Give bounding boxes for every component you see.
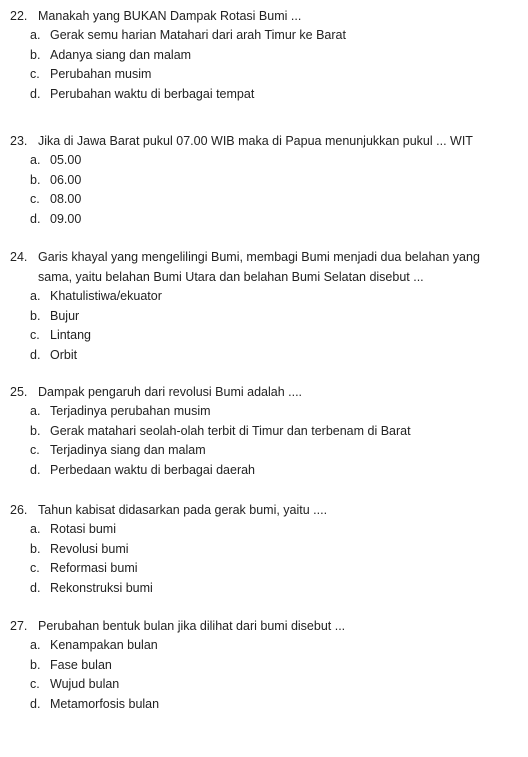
- option-text: Kenampakan bulan: [50, 638, 158, 652]
- question-number: 26.: [10, 503, 28, 517]
- option-list: [10, 636, 510, 714]
- option-letter: a.: [30, 638, 41, 652]
- question-number: 25.: [10, 385, 28, 399]
- question-23: [10, 131, 510, 229]
- option-letter: d.: [30, 462, 41, 477]
- option-letter: b.: [30, 172, 41, 187]
- option-c: [10, 675, 510, 695]
- option-letter: a.: [30, 404, 41, 418]
- option-letter: c.: [30, 443, 40, 457]
- option-list: [10, 151, 510, 229]
- option-letter: b.: [30, 423, 41, 438]
- question-27: [10, 616, 510, 714]
- question-stem: [10, 382, 510, 402]
- option-letter: c.: [30, 67, 40, 81]
- option-list: [10, 520, 510, 598]
- option-c: [10, 65, 510, 85]
- question-text: Perubahan bentuk bulan jika dilihat dari bumi disebut ...: [38, 619, 346, 633]
- option-a: [10, 287, 510, 307]
- option-d: [10, 579, 510, 599]
- option-letter: a.: [30, 289, 41, 303]
- option-letter: b.: [30, 47, 41, 62]
- option-text: Adanya siang dan malam: [50, 47, 192, 62]
- option-d: [10, 695, 510, 715]
- option-text: 05.00: [50, 153, 82, 167]
- option-c: [10, 559, 510, 579]
- option-text: 08.00: [50, 192, 82, 206]
- question-text: Manakah yang BUKAN Dampak Rotasi Bumi ...: [38, 9, 302, 23]
- option-text: Gerak matahari seolah-olah terbit di Timur dan terbenam di Barat: [50, 423, 411, 438]
- option-letter: d.: [30, 696, 41, 711]
- question-text: Tahun kabisat didasarkan pada gerak bumi, yaitu ....: [38, 503, 328, 517]
- option-text: Fase bulan: [50, 657, 112, 672]
- option-c: [10, 326, 510, 346]
- option-letter: c.: [30, 561, 40, 575]
- option-text: Gerak semu harian Matahari dari arah Timur ke Barat: [50, 28, 346, 42]
- option-letter: a.: [30, 522, 41, 536]
- question-number: 24.: [10, 250, 28, 264]
- option-text: Orbit: [50, 347, 78, 362]
- option-c: [10, 441, 510, 461]
- option-list: [10, 26, 510, 104]
- option-text: Bujur: [50, 308, 80, 323]
- question-22: [10, 6, 510, 104]
- option-d: [10, 346, 510, 366]
- option-text: Reformasi bumi: [50, 561, 138, 575]
- option-letter: b.: [30, 541, 41, 556]
- question-number: 27.: [10, 619, 28, 633]
- question-number: 22.: [10, 9, 28, 23]
- option-text: Terjadinya siang dan malam: [50, 443, 206, 457]
- option-text: Rekonstruksi bumi: [50, 580, 153, 595]
- option-b: [10, 307, 510, 327]
- option-text: Perubahan musim: [50, 67, 152, 81]
- option-a: [10, 402, 510, 422]
- question-text: Dampak pengaruh dari revolusi Bumi adalah ....: [38, 385, 303, 399]
- option-text: Terjadinya perubahan musim: [50, 404, 211, 418]
- option-b: [10, 46, 510, 66]
- option-d: [10, 461, 510, 481]
- question-24: [10, 247, 510, 365]
- option-text: Metamorfosis bulan: [50, 696, 160, 711]
- question-number: 23.: [10, 134, 28, 148]
- option-letter: d.: [30, 347, 41, 362]
- option-letter: a.: [30, 153, 41, 167]
- option-b: [10, 540, 510, 560]
- option-text: Perbedaan waktu di berbagai daerah: [50, 462, 256, 477]
- option-b: [10, 422, 510, 442]
- option-letter: b.: [30, 308, 41, 323]
- option-letter: c.: [30, 677, 40, 691]
- question-stem: [10, 247, 510, 287]
- option-text: Lintang: [50, 328, 92, 342]
- option-letter: b.: [30, 657, 41, 672]
- option-list: [10, 287, 510, 365]
- option-letter: d.: [30, 211, 41, 226]
- option-letter: c.: [30, 328, 40, 342]
- question-stem: [10, 616, 510, 636]
- option-list: [10, 402, 510, 480]
- option-letter: c.: [30, 192, 40, 206]
- question-text: Garis khayal yang mengelilingi Bumi, membagi Bumi menjadi dua belahan yang sama, yaitu belahan Bumi Utara dan belahan Bumi Selatan disebut ...: [38, 250, 480, 284]
- option-b: [10, 656, 510, 676]
- option-letter: d.: [30, 580, 41, 595]
- option-a: [10, 151, 510, 171]
- question-stem: [10, 6, 510, 26]
- question-25: [10, 382, 510, 480]
- option-d: [10, 210, 510, 230]
- question-26: [10, 500, 510, 598]
- option-text: Wujud bulan: [50, 677, 120, 691]
- option-a: [10, 636, 510, 656]
- question-stem: [10, 500, 510, 520]
- question-stem: [10, 131, 510, 151]
- option-letter: a.: [30, 28, 41, 42]
- option-d: [10, 85, 510, 105]
- option-a: [10, 26, 510, 46]
- question-text: Jika di Jawa Barat pukul 07.00 WIB maka di Papua menunjukkan pukul ... WIT: [38, 134, 473, 148]
- option-a: [10, 520, 510, 540]
- option-text: Rotasi bumi: [50, 522, 116, 536]
- option-c: [10, 190, 510, 210]
- option-text: Revolusi bumi: [50, 541, 129, 556]
- option-b: [10, 171, 510, 191]
- option-letter: d.: [30, 86, 41, 101]
- option-text: Perubahan waktu di berbagai tempat: [50, 86, 255, 101]
- option-text: 06.00: [50, 172, 82, 187]
- option-text: Khatulistiwa/ekuator: [50, 289, 162, 303]
- option-text: 09.00: [50, 211, 82, 226]
